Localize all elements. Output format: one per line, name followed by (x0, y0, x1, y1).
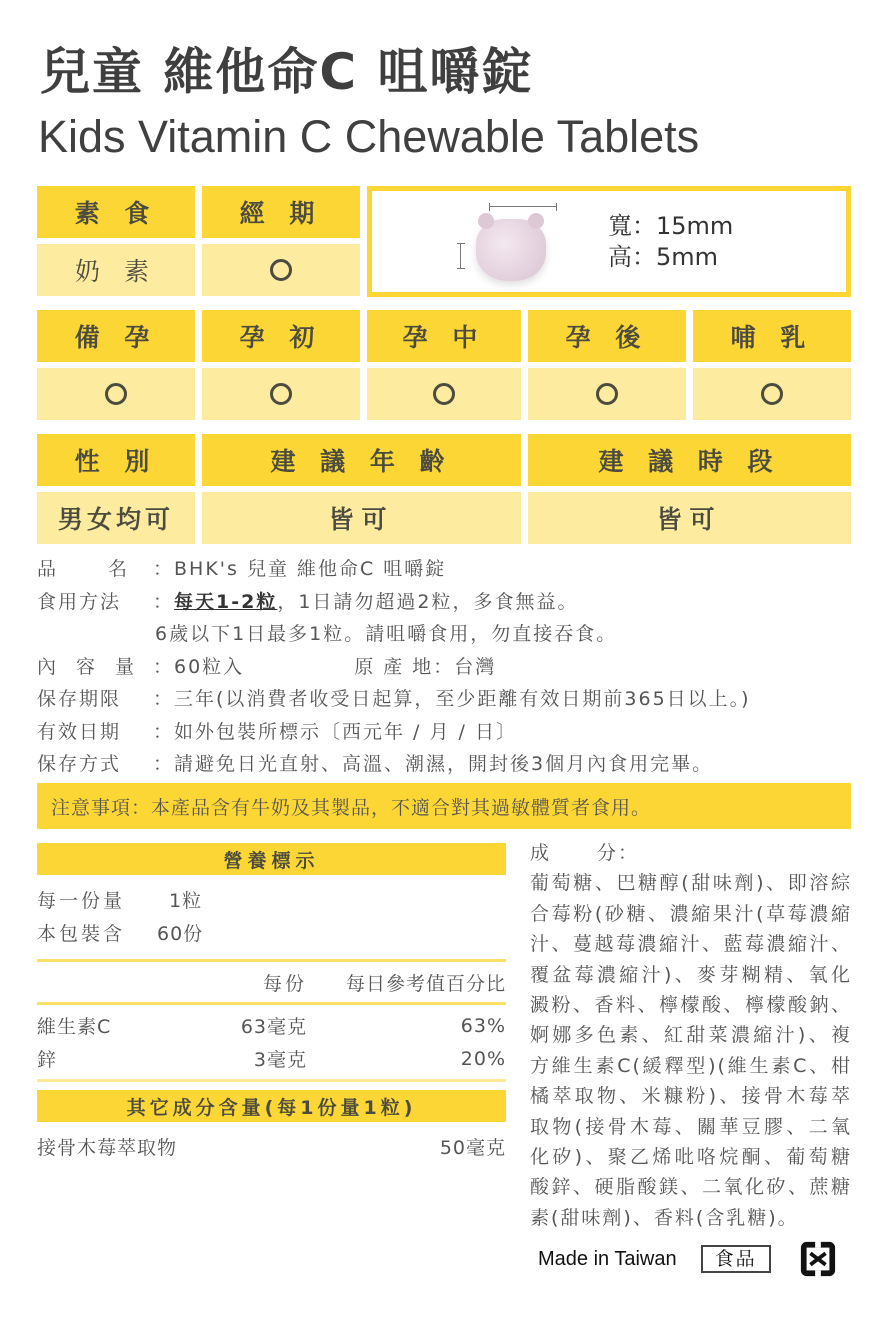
value-lacto-vegetarian: 奶 素 (37, 244, 195, 296)
header-late-pregnancy: 孕 後 (528, 310, 686, 362)
tablet-dimensions (608, 211, 733, 273)
value-menstrual (202, 244, 360, 296)
value-pre-pregnancy (37, 368, 195, 420)
tablet-size-panel (367, 186, 851, 297)
info-storage (37, 748, 751, 781)
product-name-value: ：BHK's 兒童 維他命C 咀嚼錠 (153, 558, 447, 580)
header-menstrual: 經 期 (202, 186, 360, 238)
header-recommended-time: 建 議 時 段 (528, 434, 851, 486)
col-per-serving: 每份 (262, 972, 307, 995)
label-origin: 原 產 地 (354, 655, 434, 678)
package-value: 60份 (157, 923, 204, 945)
info-product-name (37, 553, 751, 586)
title-chinese: 兒童 維他命C 咀嚼錠 (40, 43, 534, 101)
food-badge: 食品 (701, 1245, 771, 1273)
header-gender: 性 別 (37, 434, 195, 486)
other-ingredient-row: 接骨木莓萃取物 50毫克 (37, 1136, 506, 1159)
label-shelf-life: 保存期限 (37, 688, 122, 710)
ingredients-label: 成 分： (530, 842, 640, 864)
value-recommended-age: 皆可 (202, 492, 521, 544)
info-expiry (37, 716, 751, 749)
recycle-icon (799, 1240, 837, 1278)
other-ingredients-title: 其它成分含量(每1份量1粒) (37, 1090, 506, 1122)
label-content: 內容量 (37, 655, 155, 678)
info-shelf-life (37, 683, 751, 716)
serving-label: 每一份量 (37, 890, 126, 912)
storage-value: ：請避免日光直射、高溫、潮濕，開封後3個月內食用完畢。 (153, 753, 714, 775)
servings-per-package-row (37, 916, 506, 949)
tablet-image (476, 219, 546, 281)
circle-ok-icon (761, 383, 783, 405)
nutrition-column-headers (37, 962, 506, 1002)
value-mid-pregnancy (367, 368, 521, 420)
circle-ok-icon (596, 383, 618, 405)
package-label: 本包裝含 (37, 923, 126, 945)
circle-ok-icon (270, 383, 292, 405)
value-recommended-time: 皆可 (528, 492, 851, 544)
nutrition-title: 營養標示 (37, 843, 506, 875)
col-daily-pct: 每日參考值百分比 (345, 972, 506, 995)
ingredients (530, 838, 852, 1233)
shelf-life-value: ：三年(以消費者收受日起算，至少距離有效日期前365日以上。) (153, 688, 751, 710)
value-early-pregnancy (202, 368, 360, 420)
footer (538, 1240, 837, 1278)
serving-value: 1粒 (169, 890, 203, 912)
expiry-value: ：如外包裝所標示〔西元年 / 月 / 日〕 (153, 720, 517, 743)
allergy-notice: 注意事項：本產品含有牛奶及其製品，不適合對其過敏體質者食用。 (37, 783, 851, 829)
circle-ok-icon (105, 383, 127, 405)
nutrient-row: 鋅 3毫克 20% (37, 1047, 506, 1071)
header-breastfeeding: 哺 乳 (693, 310, 851, 362)
info-usage: 食用方法 ： 每天1-2粒 ，1日請勿超過2粒，多食無益。 (37, 586, 751, 619)
header-recommended-age: 建 議 年 齡 (202, 434, 521, 486)
value-late-pregnancy (528, 368, 686, 420)
circle-ok-icon (433, 383, 455, 405)
header-early-pregnancy: 孕 初 (202, 310, 360, 362)
usage-rest: ，1日請勿超過2粒，多食無益。 (277, 590, 579, 613)
content-value: ：60粒入 (153, 655, 245, 678)
tablet-width: 寬：15mm (608, 212, 734, 240)
made-in-taiwan: Made in Taiwan (538, 1247, 677, 1270)
divider (37, 1002, 506, 1005)
nutrition-facts (37, 843, 506, 1164)
serving-size-row (37, 883, 506, 916)
label-expiry: 有效日期 (37, 720, 122, 743)
header-pre-pregnancy: 備 孕 (37, 310, 195, 362)
info-usage-line2: 6歲以下1日最多1粒。請咀嚼食用，勿直接吞食。 (155, 623, 618, 645)
product-info (37, 553, 751, 781)
divider (37, 1079, 506, 1082)
value-gender: 男女均可 (37, 492, 195, 544)
label-storage: 保存方式 (37, 753, 122, 775)
label-usage: 食用方法 (37, 590, 122, 613)
width-dimension-icon (489, 203, 557, 211)
header-vegetarian: 素 食 (37, 186, 195, 238)
header-mid-pregnancy: 孕 中 (367, 310, 521, 362)
divider (37, 959, 506, 962)
origin-value: ：台灣 (433, 655, 497, 678)
ingredients-text: 葡萄糖、巴糖醇(甜味劑)、即溶綜合莓粉(砂糖、濃縮果汁(草莓濃縮汁、蔓越莓濃縮汁、藍莓濃縮汁、覆盆莓濃縮汁)、麥芽糊精、氧化澱粉、香料、檸檬酸、檸檬酸鈉、婀娜多色素、紅甜菜濃縮汁)、複方維生素C(緩釋型)(維生素C、柑橘萃取物、米糠粉)、接骨木莓萃取物(接骨木莓、關華豆膠、二氧化矽)、聚乙烯吡咯烷酮、葡萄糖酸鋅、硬脂酸鎂、二氧化矽、蔗糖素(甜味劑)、香料(含乳糖)。 (530, 872, 852, 1229)
info-content (37, 651, 751, 684)
circle-ok-icon (270, 259, 292, 281)
value-breastfeeding (693, 368, 851, 420)
nutrient-row: 維生素C 63毫克 63% (37, 1014, 506, 1038)
height-dimension-icon (457, 243, 465, 269)
title-english: Kids Vitamin C Chewable Tablets (38, 111, 700, 162)
tablet-height: 高：5mm (608, 243, 719, 271)
usage-dose: 每天1-2粒 (174, 590, 278, 613)
label-product-name: 品名 (37, 558, 180, 580)
